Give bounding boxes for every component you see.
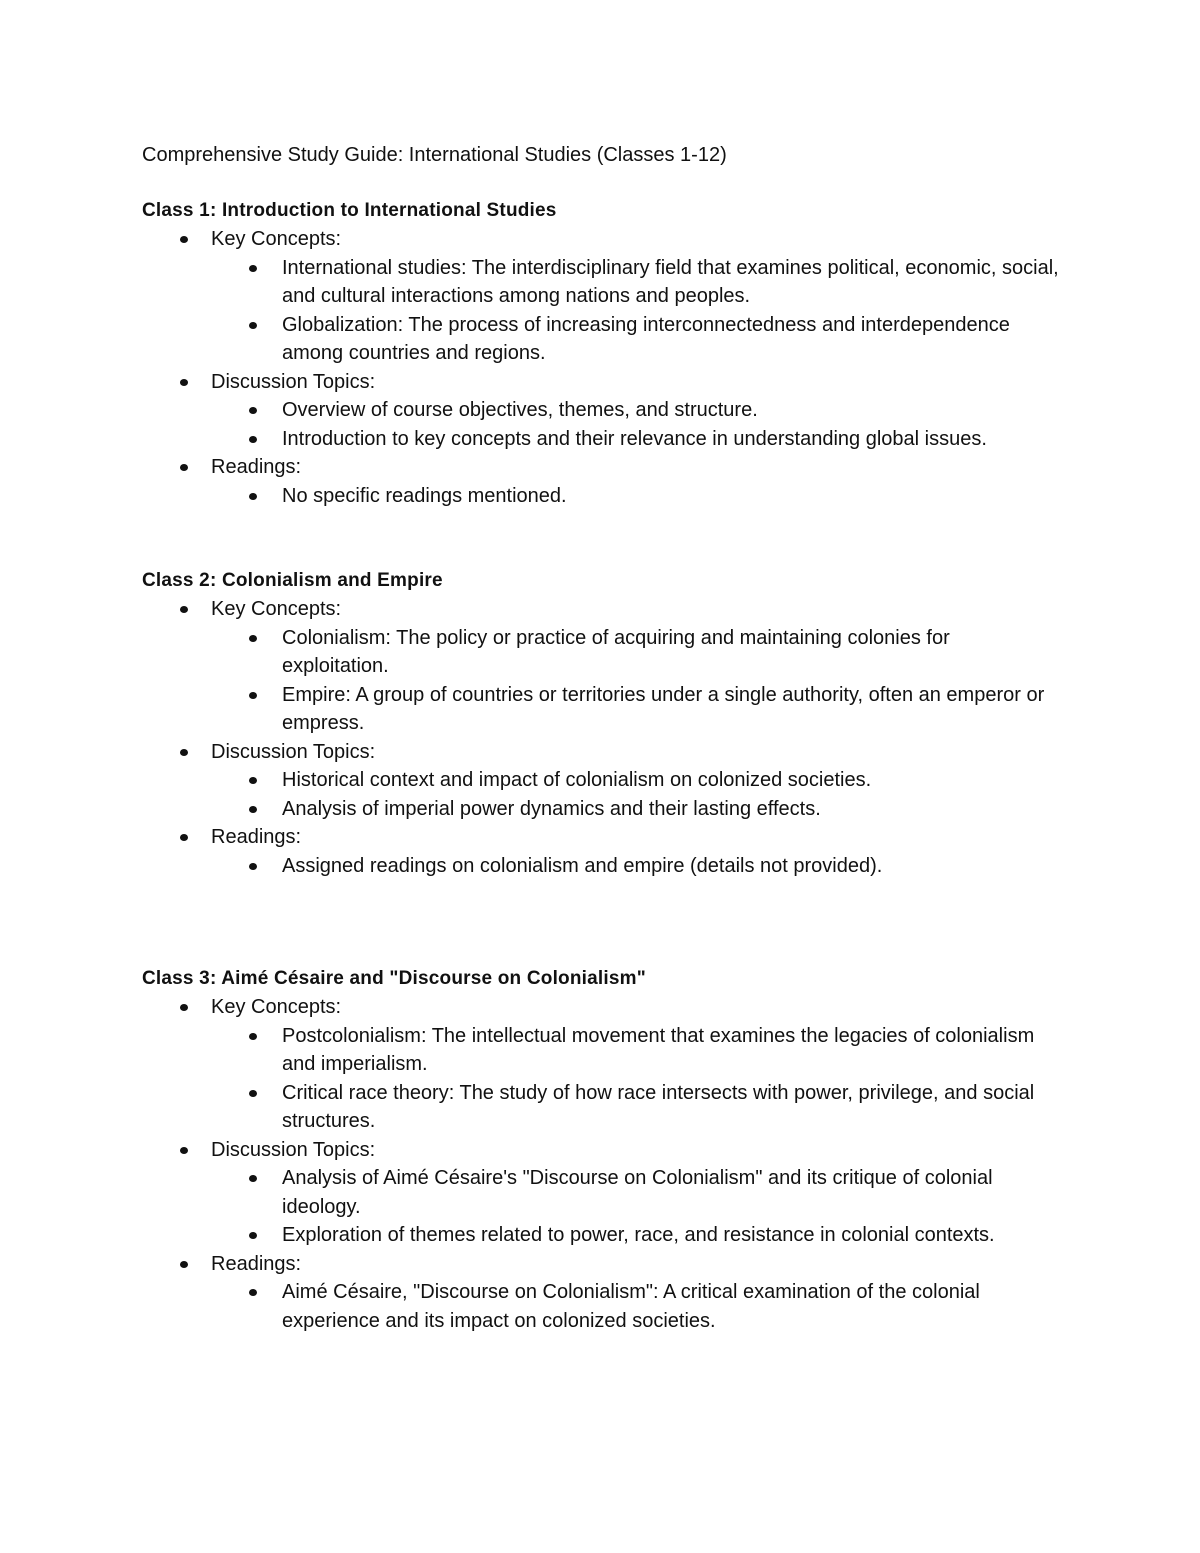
reading-text: No specific readings mentioned.: [282, 484, 567, 507]
bullet-icon: [249, 806, 257, 813]
key-concepts-list: [140, 1022, 1062, 1136]
list-item: [211, 624, 1062, 681]
key-concept-text: Colonialism: The policy or practice of acquiring and maintaining colonies for exploitation.: [282, 626, 950, 677]
list-item: [142, 453, 1062, 510]
key-concepts-list: [140, 624, 1062, 738]
bullet-icon: [249, 1033, 257, 1040]
class-heading: Class 3: Aimé Césaire and "Discourse on Colonialism": [142, 968, 646, 989]
key-concepts-label: Key Concepts:: [211, 228, 342, 250]
discussion-text: Analysis of imperial power dynamics and their lasting effects.: [282, 797, 821, 820]
bullet-icon: [180, 749, 188, 756]
discussion-label: Discussion Topics:: [211, 370, 376, 393]
list-item: [211, 396, 1062, 425]
list-item: [211, 1221, 1062, 1250]
list-item: [211, 852, 1062, 881]
bullet-icon: [249, 407, 257, 414]
discussion-list: [140, 396, 1062, 453]
list-item: [211, 254, 1062, 311]
class-outline: [142, 225, 1062, 510]
document-page: [142, 141, 1062, 1335]
class-outline: [142, 595, 1062, 880]
readings-label: Readings:: [211, 456, 302, 478]
discussion-label: Discussion Topics:: [211, 1138, 376, 1161]
list-item: [142, 368, 1062, 454]
discussion-text: Introduction to key concepts and their relevance in understanding global issues.: [282, 427, 987, 450]
key-concept-text: Critical race theory: The study of how race intersects with power, privilege, and social structures.: [282, 1081, 1035, 1132]
list-item: [142, 225, 1062, 368]
discussion-list: [140, 766, 1062, 823]
key-concept-text: International studies: The interdisciplinary field that examines political, economic, social, and cultural interactions among nations and peoples.: [282, 256, 1059, 307]
bullet-icon: [180, 1261, 188, 1268]
readings-list: [140, 1278, 1062, 1335]
list-item: [211, 1079, 1062, 1136]
reading-text: Aimé Césaire, "Discourse on Colonialism": A critical examination of the colonial experience and its impact on colonized societies.: [282, 1281, 980, 1332]
list-item: [142, 1250, 1062, 1336]
key-concept-text: Postcolonialism: The intellectual movement that examines the legacies of colonialism and imperialism.: [282, 1024, 1035, 1075]
list-item: [211, 795, 1062, 824]
bullet-icon: [249, 863, 257, 870]
class-section-3: [142, 965, 1062, 1335]
list-item: [142, 1136, 1062, 1250]
readings-list: [140, 852, 1062, 881]
discussion-text: Analysis of Aimé Césaire's "Discourse on Colonialism" and its critique of colonial ideology.: [282, 1167, 993, 1218]
discussion-text: Exploration of themes related to power, race, and resistance in colonial contexts.: [282, 1224, 995, 1246]
bullet-icon: [249, 1232, 257, 1239]
bullet-icon: [249, 777, 257, 784]
bullet-icon: [249, 265, 257, 272]
class-heading: Class 2: Colonialism and Empire: [142, 570, 443, 591]
bullet-icon: [249, 493, 257, 500]
key-concepts-label: Key Concepts:: [211, 598, 342, 620]
key-concept-text: Empire: A group of countries or territories under a single authority, often an emperor or empress.: [282, 683, 1045, 734]
discussion-list: [140, 1164, 1062, 1250]
reading-text: Assigned readings on colonialism and empire (details not provided).: [282, 854, 883, 877]
list-item: [142, 823, 1062, 880]
list-item: [142, 738, 1062, 824]
class-section-2: [142, 567, 1062, 880]
discussion-label: Discussion Topics:: [211, 740, 376, 763]
document-title: Comprehensive Study Guide: International Studies (Classes 1-12): [142, 144, 727, 166]
readings-label: Readings:: [211, 826, 302, 848]
class-outline: [142, 993, 1062, 1335]
bullet-icon: [180, 464, 188, 471]
bullet-icon: [180, 379, 188, 386]
readings-list: [140, 482, 1062, 511]
class-section-1: [142, 197, 1062, 510]
bullet-icon: [249, 436, 257, 443]
bullet-icon: [180, 606, 188, 613]
list-item: [211, 425, 1062, 454]
bullet-icon: [249, 692, 257, 699]
bullet-icon: [249, 322, 257, 329]
bullet-icon: [180, 1004, 188, 1011]
list-item: [211, 311, 1062, 368]
bullet-icon: [249, 1090, 257, 1097]
bullet-icon: [249, 635, 257, 642]
bullet-icon: [249, 1289, 257, 1296]
bullet-icon: [249, 1175, 257, 1182]
bullet-icon: [180, 236, 188, 243]
key-concept-text: Globalization: The process of increasing interconnectedness and interdependence among countries and regions.: [282, 313, 1010, 364]
list-item: [211, 766, 1062, 795]
bullet-icon: [180, 834, 188, 841]
discussion-text: Overview of course objectives, themes, and structure.: [282, 399, 758, 421]
list-item: [211, 681, 1062, 738]
list-item: [211, 1164, 1062, 1221]
key-concepts-list: [140, 254, 1062, 368]
list-item: [211, 482, 1062, 511]
list-item: [142, 993, 1062, 1136]
discussion-text: Historical context and impact of colonialism on colonized societies.: [282, 769, 872, 791]
bullet-icon: [180, 1147, 188, 1154]
readings-label: Readings:: [211, 1252, 302, 1275]
class-heading: Class 1: Introduction to International Studies: [142, 200, 557, 221]
key-concepts-label: Key Concepts:: [211, 996, 342, 1018]
list-item: [211, 1022, 1062, 1079]
list-item: [142, 595, 1062, 738]
list-item: [211, 1278, 1062, 1335]
